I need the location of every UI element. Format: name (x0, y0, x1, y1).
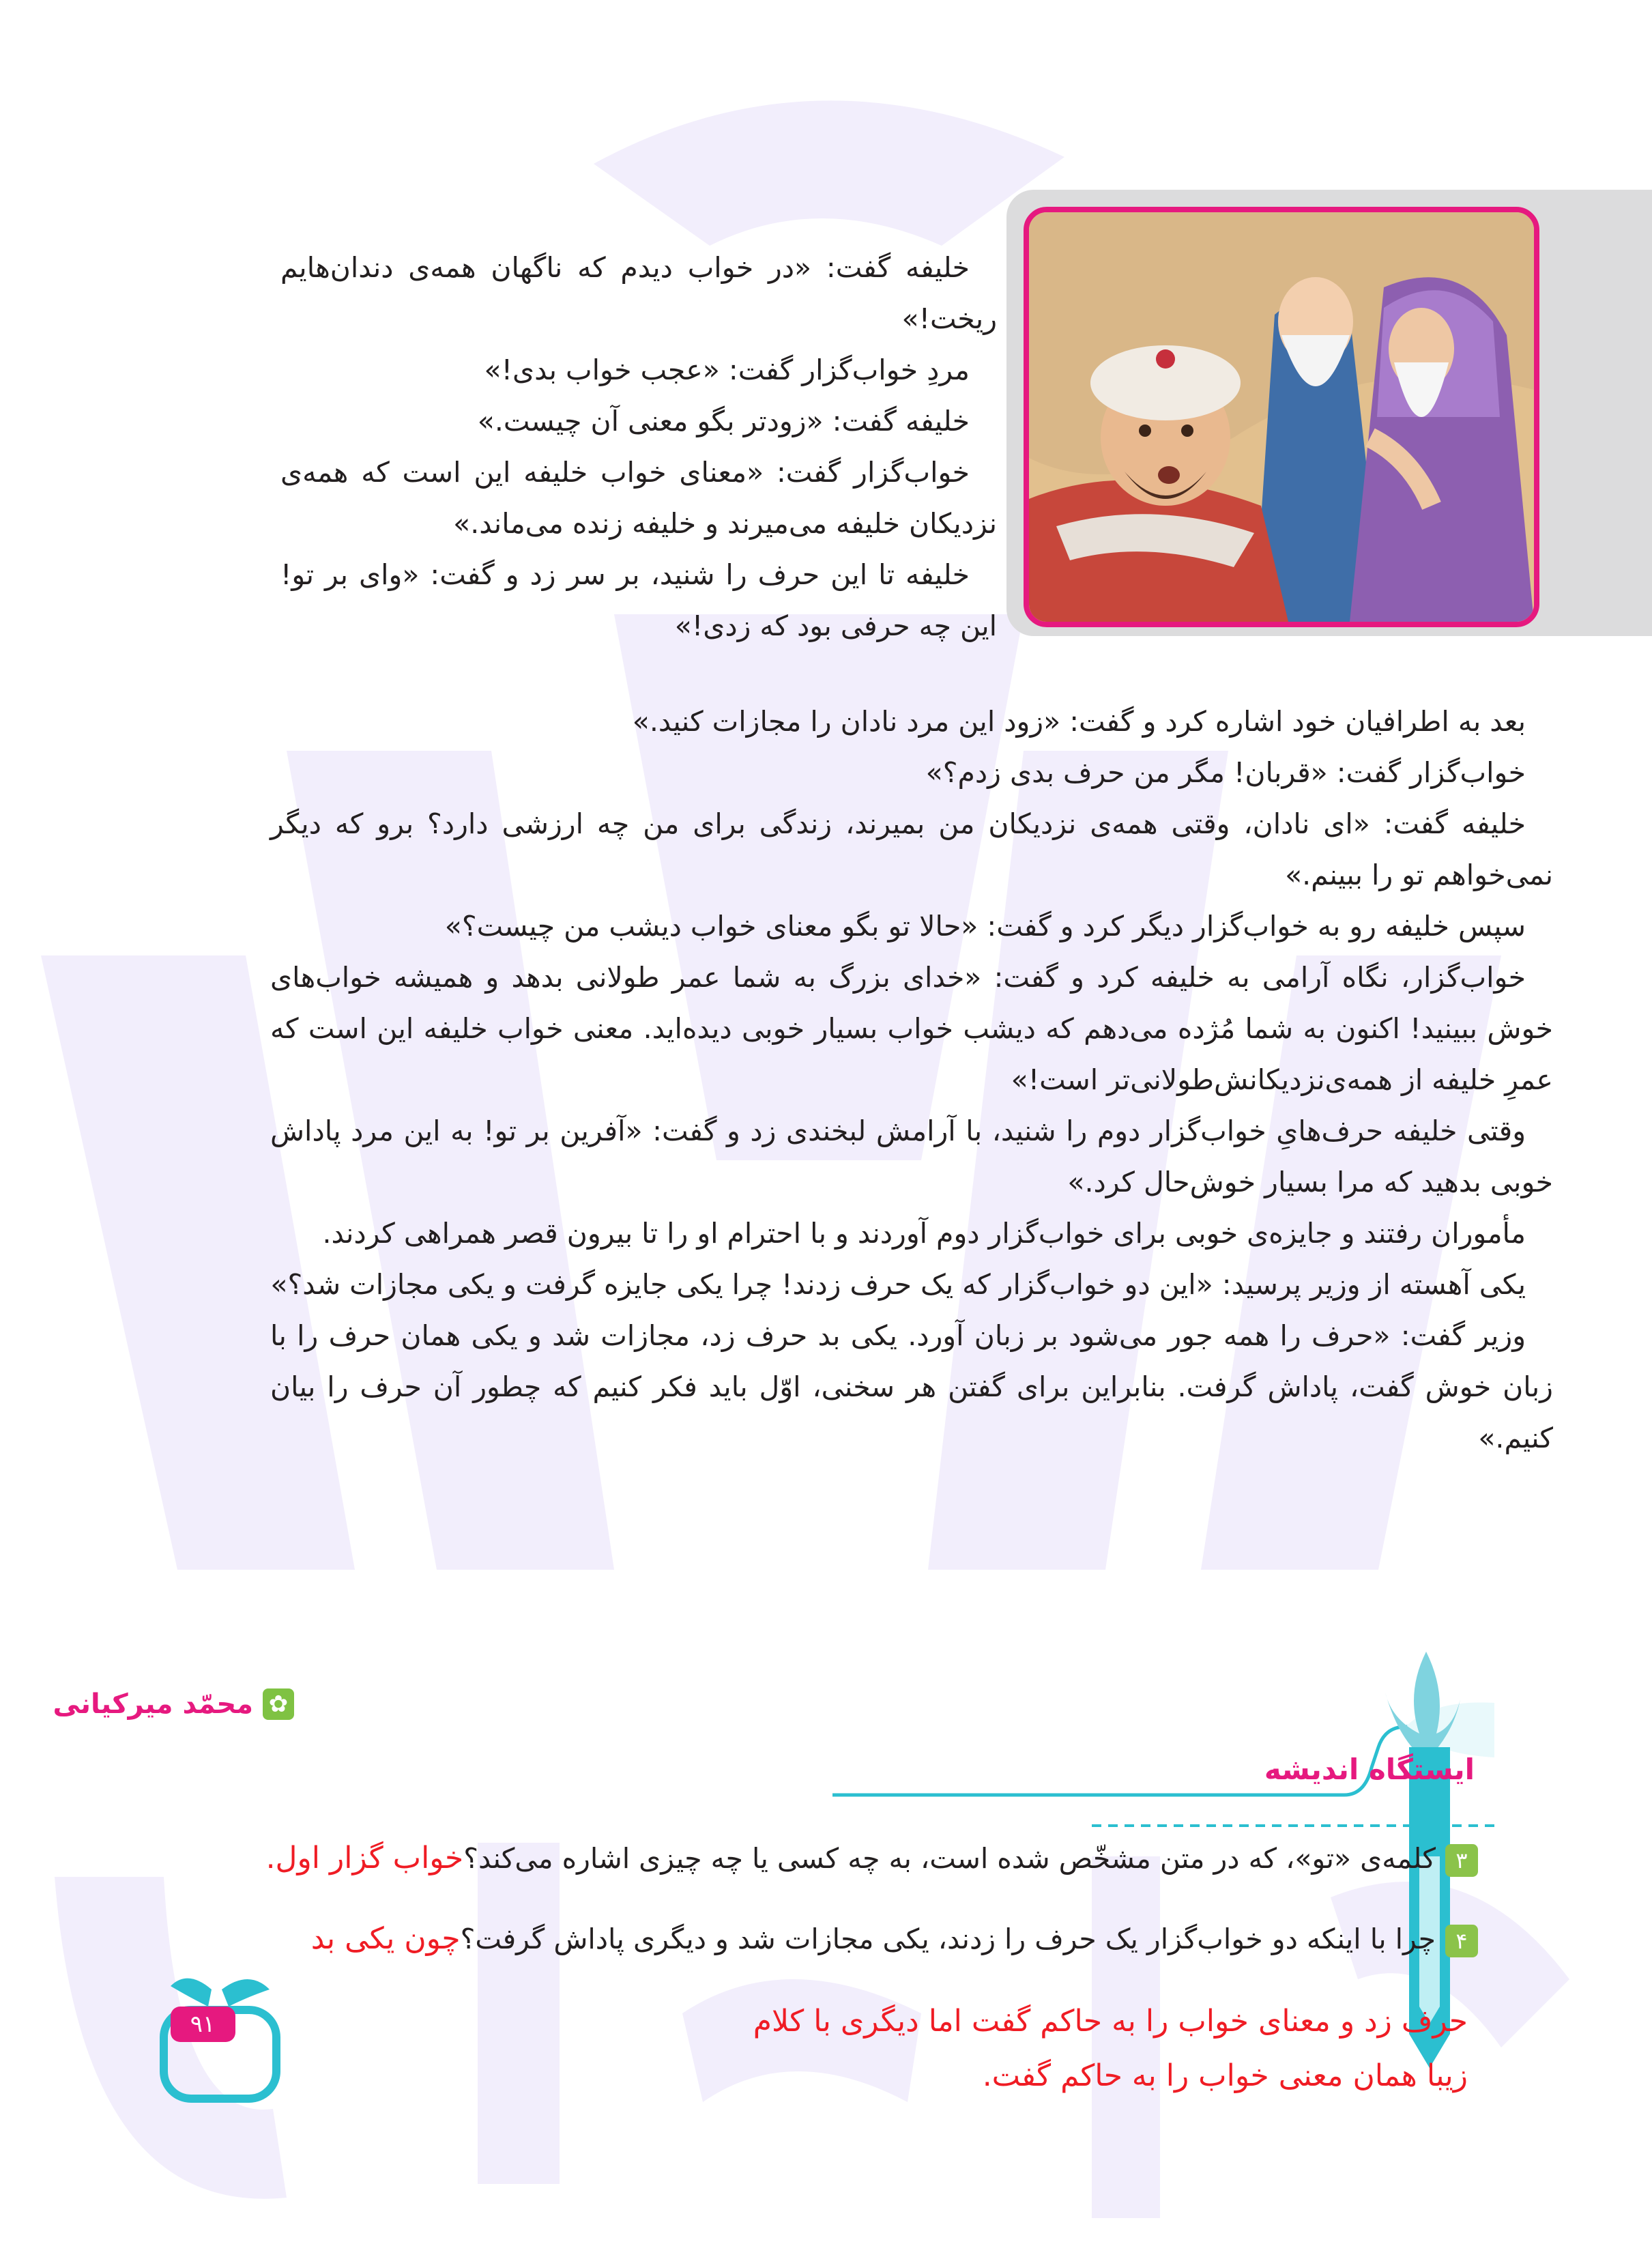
story-paragraph: خلیفه گفت: «ای نادان، وقتی همه‌ی نزدیکان من بمیرند، زندگی برای من چه ارزشی دارد؟ برو که دیگر نمی‌خواهم تو را ببینم.» (270, 807, 1553, 891)
section-title: ایستگاه اندیشه (1264, 1753, 1475, 1786)
story-paragraph: یکی آهسته از وزیر پرسید: «این دو خواب‌گزار که یک حرف زدند! چرا یکی جایزه گرفت و یکی مجازات شد؟» (270, 1268, 1526, 1301)
story-paragraph: خلیفه گفت: «زودتر بگو معنی آن چیست.» (477, 405, 970, 437)
page-number-badge (147, 1969, 287, 2109)
question-text: چرا با اینکه دو خواب‌گزار یک حرف را زدند، یکی مجازات شد و دیگری پاداش گرفت؟ (460, 1923, 1436, 1955)
story-paragraph: بعد به اطرافیان خود اشاره کرد و گفت: «زود این مرد نادان را مجازات کنید.» (632, 705, 1526, 738)
story-paragraph: وقتی خلیفه حرف‌هایِ خواب‌گزار دوم را شنید، با آرامش لبخندی زد و گفت: «آفرین بر تو! به این مرد پاداش خوبی بدهید که مرا بسیار خوش‌حال کرد.» (270, 1115, 1553, 1198)
story-paragraph: خواب‌گزار، نگاه آرامی به خلیفه کرد و گفت: «خدای بزرگ به شما عمر طولانی بدهد و همیشه خواب‌های خوش ببینید! اکنون به شما مُژده می‌دهم که دیشب خواب بسیار خوبی دیده‌اید. معنی خواب خلیفه این است که عمرِ خلیفه از همه‌ی‌نزدیکانش‌طولانی‌تر است!» (270, 961, 1553, 1096)
story-paragraph: خلیفه گفت: «در خواب دیدم که ناگهان همه‌ی دندان‌هایم ریخت!» (280, 251, 997, 335)
story-paragraph: وزیر گفت: «حرف را همه جور می‌شود بر زبان آورد. یکی بد حرف زد، مجازات شد و یکی همان حرف را با زبان خوش گفت، پاداش گرفت. بنابراین برای گفتن هر سخنی، اوّل باید فکر کنیم که چطور آن حرف را بیان کنیم.» (270, 1319, 1553, 1454)
story-paragraph: مأموران رفتند و جایزه‌ی خوبی برای خواب‌گزار دوم آوردند و با احترام او را تا بیرون قصر همراهی کردند. (322, 1217, 1526, 1250)
flower-icon: ✿ (263, 1688, 294, 1720)
story-main-column (270, 696, 1553, 1464)
story-paragraph: خواب‌گزار گفت: «قربان! مگر من حرف بدی زدم؟» (925, 756, 1526, 789)
story-paragraph: سپس خلیفه رو به خواب‌گزار دیگر کرد و گفت: «حالا تو بگو معنای خواب دیشب من چیست؟» (444, 910, 1526, 943)
handwritten-answer: چون یکی بد (310, 1921, 461, 1956)
question-number-badge: ۴ (1445, 1925, 1478, 1957)
author-name: محمّد میرکیانی (53, 1688, 253, 1720)
story-paragraph: خلیفه تا این حرف را شنید، بر سر زد و گفت: «وای بر تو! این چه حرفی بود که زدی!» (280, 558, 997, 642)
page-number: ۹۱ (190, 2011, 216, 2038)
question-text: کلمه‌ی «تو»، که در متن مشخّص شده است، به چه کسی یا چه چیزی اشاره می‌کند؟ (463, 1842, 1436, 1875)
answer-continuation: حرف زد و معنای خواب را به حاکم گفت اما دیگری با کلام زیبا همان معنی خواب را به حاکم گفت. (753, 2004, 1468, 2093)
illustration-caliph-and-dream-interpreters (1024, 207, 1539, 627)
story-paragraph: خواب‌گزار گفت: «معنای خواب خلیفه این است که همه‌ی نزدیکان خلیفه می‌میرند و خلیفه زنده می‌ماند.» (280, 456, 997, 540)
question-number-badge: ۳ (1445, 1844, 1478, 1877)
question-3 (120, 1837, 1478, 1880)
handwritten-answer: خواب گزار اول. (265, 1841, 464, 1875)
story-paragraph: مردِ خواب‌گزار گفت: «عجب خواب بدی!» (484, 354, 970, 386)
story-top-column (280, 242, 997, 652)
question-4 (120, 1918, 1478, 1960)
author-line (53, 1684, 294, 1725)
